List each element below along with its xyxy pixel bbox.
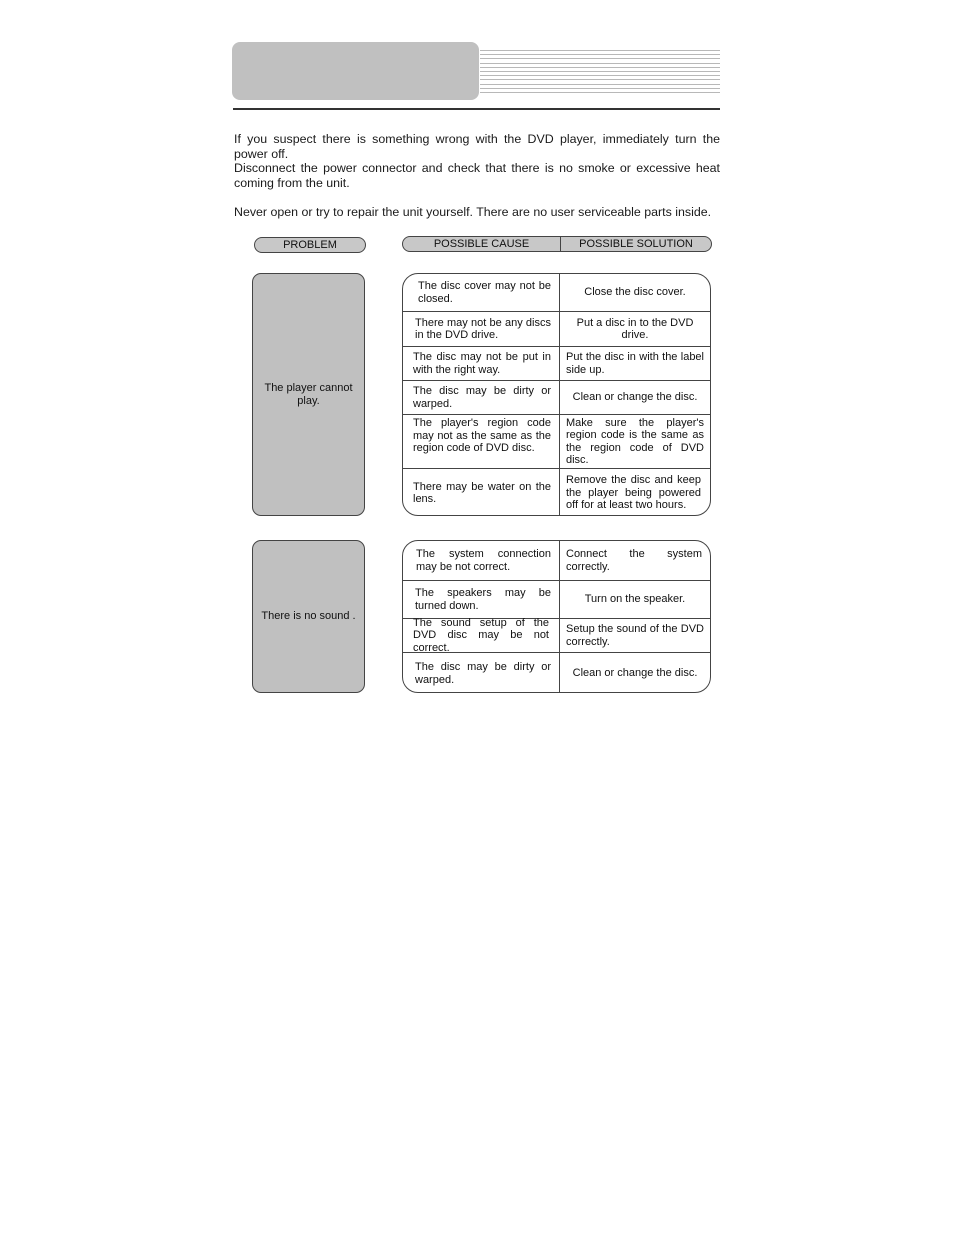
cause-text: The system connection may be not correct. [416, 548, 551, 573]
table-row [403, 580, 710, 618]
intro-paragraph-3: Never open or try to repair the unit yourself. There are no user serviceable parts inside. [234, 204, 712, 219]
table-row [403, 346, 710, 380]
solution-text: Clean or change the disc. [572, 391, 698, 404]
cause-header-label: POSSIBLE CAUSE [433, 238, 530, 250]
table-row [403, 311, 710, 346]
problem-label-1: The player cannot play. [264, 382, 353, 407]
cause-solution-header [402, 236, 712, 252]
cause-text: The player's region code may not as the same as the region code of DVD disc. [413, 417, 551, 454]
cause-text: The disc may not be put in with the right way. [413, 351, 551, 376]
solution-text: Setup the sound of the DVD correctly. [566, 623, 704, 648]
solution-text: Put a disc in to the DVD drive. [576, 316, 694, 341]
solution-text: Remove the disc and keep the player being powered off for at least two hours. [566, 474, 701, 512]
cause-text: The disc cover may not be closed. [418, 280, 551, 305]
table-row [403, 274, 710, 311]
header-decorative-lines [480, 50, 720, 96]
problem-header-label: PROBLEM [283, 239, 337, 251]
problem-box-2 [252, 540, 365, 693]
cause-text: There may not be any discs in the DVD drive. [415, 316, 551, 341]
solution-header-label: POSSIBLE SOLUTION [579, 238, 693, 250]
cause-text: The disc may be dirty or warped. [415, 661, 551, 686]
table-row [403, 414, 710, 468]
header-tab [232, 42, 479, 100]
cause-solution-table-1 [402, 273, 711, 516]
table-row [403, 618, 710, 652]
intro-paragraph-2: Disconnect the power connector and check that there is no smoke or excessive heat coming from the unit. [234, 161, 720, 190]
solution-text: Turn on the speaker. [584, 593, 686, 606]
cause-text: There may be water on the lens. [413, 480, 551, 505]
intro-text [234, 132, 720, 219]
problem-box-1 [252, 273, 365, 516]
header-rule [233, 108, 720, 110]
table-row [403, 541, 710, 580]
table-row [403, 468, 710, 516]
solution-text: Make sure the player's region code is the same as the region code of DVD disc. [566, 416, 704, 466]
intro-paragraph-1: If you suspect there is something wrong with the DVD player, immediately turn the power off. [234, 132, 720, 161]
table-row [403, 652, 710, 693]
problem-header [254, 237, 366, 253]
table-row [403, 380, 710, 414]
cause-text: The disc may be dirty or warped. [413, 385, 551, 410]
problem-label-2: There is no sound . [261, 610, 356, 623]
cause-text: The sound setup of the DVD disc may be not correct. [413, 616, 549, 654]
solution-text: Clean or change the disc. [572, 667, 698, 680]
cause-text: The speakers may be turned down. [415, 587, 551, 612]
solution-text: Connect the system correctly. [566, 548, 702, 573]
cause-solution-table-2 [402, 540, 711, 693]
solution-text: Close the disc cover. [584, 286, 686, 299]
solution-text: Put the disc in with the label side up. [566, 351, 704, 376]
